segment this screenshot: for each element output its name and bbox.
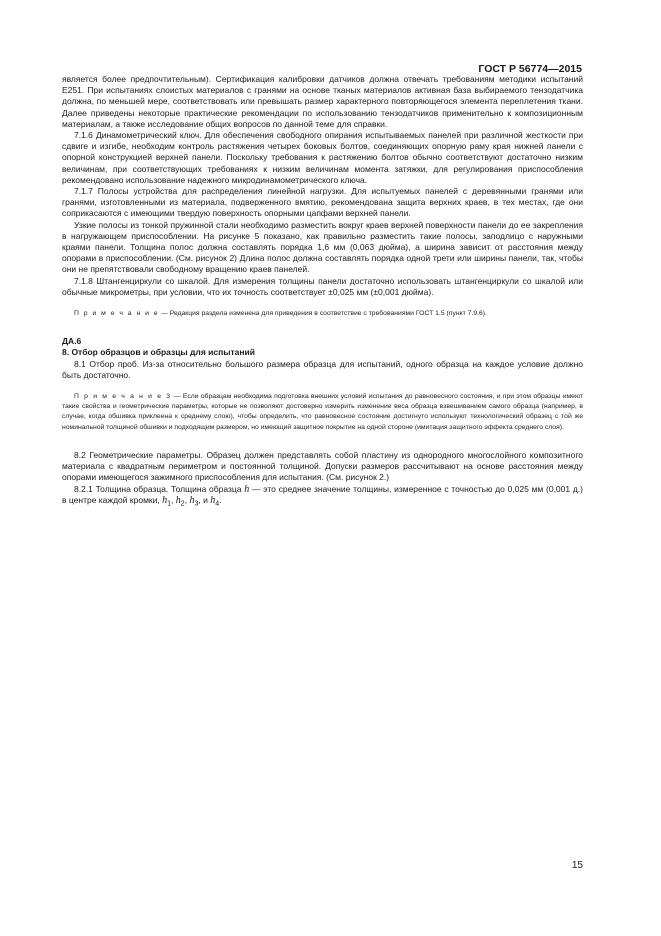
sub-3: 3 bbox=[194, 499, 199, 508]
var-h: h bbox=[244, 483, 250, 495]
sub-1: 1 bbox=[167, 499, 172, 508]
note-3 bbox=[62, 392, 583, 433]
note-1-label: П р и м е ч а н и е bbox=[74, 310, 160, 318]
paragraph-8-2-1 bbox=[62, 484, 583, 510]
paragraph-7-1-7: 7.1.7 Полосы устройства для распределения линейной нагрузки. Для испытуемых панелей с деревянными гранями или гранями, изготовленными из материала, подверженного вмятию, рекомендована защита верхних краев, в тех местах, где они соприкасаются с имеющими твердую поверхность опорными цапфами верхней панели. bbox=[62, 186, 583, 219]
sub-4: 4 bbox=[215, 499, 220, 508]
period: . bbox=[219, 494, 222, 505]
note-3-text: — Если образцам необходима подготовка внешних условий испытания до равновесного состояния, и при этом образцы имеют такие свойства и геометрические параметры, которые не позволяют достоверно измерить изменение веса образца взвешиванием самого образца (например, в случае, когда обшивка приклеена к среднему слою), чтобы определить, что равновесное состояние достигнуто используют технологический образец с той же номинальной толщиной обшивки и подходящим размером, но имеющий защитное покрытие на одной стороне (имитация защитного эффекта среднего слоя). bbox=[62, 393, 584, 431]
page-number: 15 bbox=[571, 860, 583, 871]
note-1 bbox=[62, 309, 583, 319]
var-h4: h bbox=[210, 494, 216, 506]
document-header: ГОСТ Р 56774—2015 bbox=[478, 63, 582, 75]
paragraph-8-1: 8.1 Отбор проб. Из-за относительно большого размера образца для испытаний, одного образца на каждое условие должно быть достаточно. bbox=[62, 358, 583, 380]
paragraph-7-1-6: 7.1.6 Динамометрический ключ. Для обеспечения свободного опирания испытываемых панелей при различной жесткости при сдвиге и изгибе, необходим контроль растяжения четырех боковых болтов, соединяющих опорную раму края нижней панели с опорной конструкцией верхней панели. Поскольку требования к растяжению болтов обычно соответствуют достаточно низким величинам, при соответствующих требованиях к низким величинам момента затяжки, для регулирования приспособления рекомендовано использование надежного микродинамометрического ключа. bbox=[62, 130, 583, 185]
comma-1: , bbox=[171, 494, 176, 505]
p821-text-b: — это среднее значение толщины, измеренное с точностью до 0,025 мм (0,001 д.) в центре каждой кромки, bbox=[62, 483, 583, 505]
sub-2: 2 bbox=[180, 499, 185, 508]
paragraph-strips: Узкие полосы из тонкой пружинной стали необходимо разместить вокруг краев верхней поверхности панели до ее закрепления в нагружающем приспособлении. На рисунке 5 показано, как правильно разместить такие полосы, заподлицо с наружными краями панели. Толщина полос должна составлять порядка 1,6 мм (0,063 дюйма), а ширина зависит от расстояния между опорами в приспособлении. (См. рисунок 2) Длина полос должна составлять порядка одной трети или ширины панели, так, чтобы они не препятствовали свободному вращению краев панелей. bbox=[62, 219, 583, 275]
paragraph-7-1-8: 7.1.8 Штангенциркули со шкалой. Для измерения толщины панели достаточно использовать штангенциркули со шкалой или обычные микрометры, при условии, что их точность соответствует ±0,025 мм (±0,001 дюйма). bbox=[62, 275, 583, 297]
document-body bbox=[62, 74, 583, 510]
var-h1: h bbox=[162, 494, 168, 506]
var-h3: h bbox=[189, 494, 195, 506]
section-8-title: 8. Отбор образцов и образцы для испытаний bbox=[62, 347, 255, 358]
var-h2: h bbox=[175, 494, 181, 506]
p821-text-a: 8.2.1 Толщина образца. Толщина образца bbox=[74, 483, 245, 494]
paragraph-8-2: 8.2 Геометрические параметры. Образец должен представлять собой пластину из однородного многослойного композитного материала с квадратным периметром и постоянной толщиной. Допуски размеров рассчитывают на основе расстояния между опорами имеющегося зажимного приспособления для испытания. (См. рисунок 2.) bbox=[62, 449, 583, 483]
note-1-text: — Редакция раздела изменена для приведения в соответствие с требованиями ГОСТ 1.5 (пункт 7.9.6). bbox=[159, 310, 487, 318]
appendix-label: ДА.6 bbox=[62, 336, 82, 347]
comma-2: , bbox=[184, 494, 190, 505]
note-3-label: П р и м е ч а н и е 3 bbox=[74, 393, 172, 401]
and-text: , и bbox=[198, 494, 211, 505]
paragraph-continuation: является более предпочтительным). Сертификация калибровки датчиков должна отвечать требованиям методики испытаний Е251. При испытаниях слоистых материалов с гранями на основе тканых материалов активная база выбираемого тензодатчика должна, по меньшей мере, соответствовать или превышать размер характерного повторяющегося элемента переплетения ткани. Далее приведены некоторые практические рекомендации по использованию тензодатчиков применительно к композиционным материалам, а также исследование общих вопросов по данной теме для справки. bbox=[62, 74, 583, 129]
